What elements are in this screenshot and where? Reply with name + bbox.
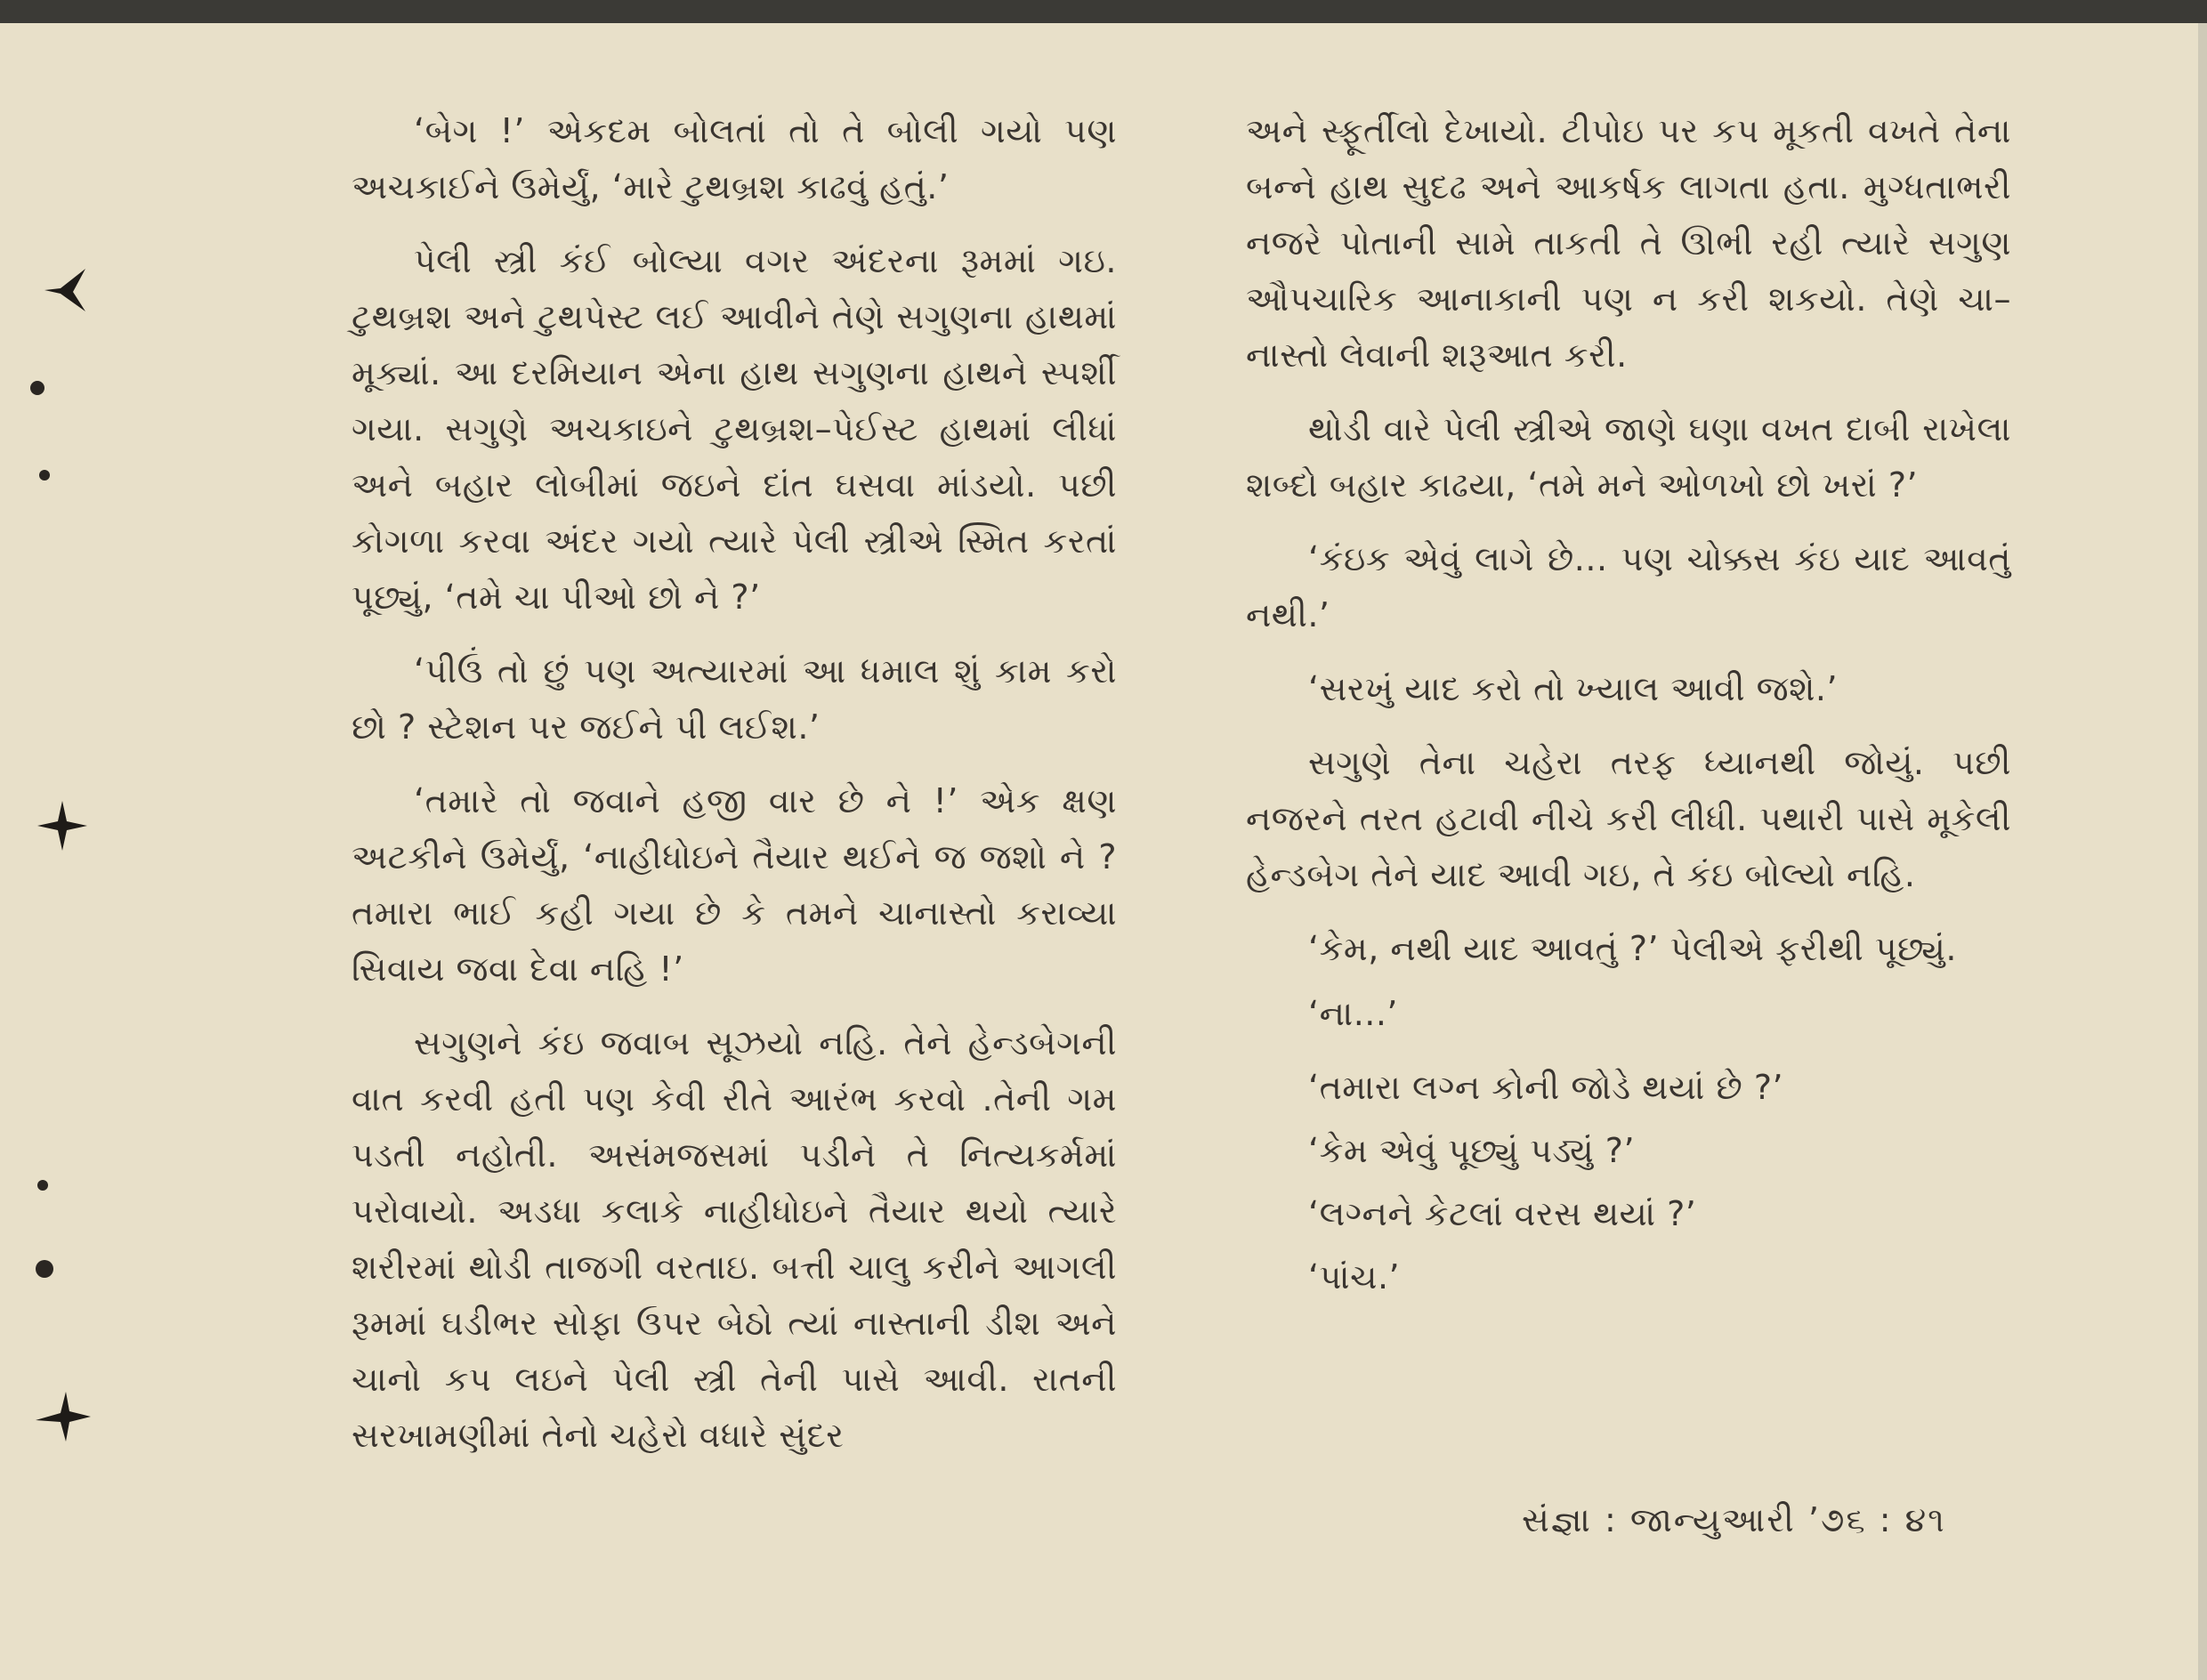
- paragraph: ‘લગ્નને કેટલાં વરસ થયાં ?’: [1308, 1194, 1697, 1233]
- dot-mark-icon: [30, 381, 44, 395]
- page-edge: [2198, 23, 2207, 1680]
- dot-mark-icon: [37, 1180, 48, 1191]
- page-footer: સંજ્ઞા : જાન્યુઆરી ’૭૬ : ૪૧: [1522, 1500, 1946, 1539]
- paragraph: સગુણે તેના ચહેરા તરફ ધ્યાનથી જોયું. પછી નજરને તરત હટાવી નીચે કરી લીધી. પથારી પાસે મૂકેલી હેન્ડબેગ તેને યાદ આવી ગઇ, તે કંઇ બોલ્યો નહિ.: [1246, 743, 2011, 894]
- dot-mark-icon: [39, 470, 50, 481]
- paragraph: ‘કેમ, નથી યાદ આવતું ?’ પેલીએ ફરીથી પૂછ્યું.: [1308, 929, 1957, 968]
- paragraph: ‘પાંચ.’: [1308, 1257, 1401, 1296]
- paragraph: ‘કેમ એવું પૂછ્યું પડ્યું ?’: [1308, 1131, 1636, 1170]
- paragraph: ‘તમારે તો જવાને હજી વાર છે ને !’ એક ક્ષણ અટકીને ઉમેર્યું, ‘નાહીધોઇને તૈયાર થઈને જ જશો ને ? તમારા ભાઈ કહી ગયા છે કે તમને ચાનાસ્તો કરાવ્યા સિવાય જવા દેવા નહિ !’: [352, 781, 1117, 989]
- paragraph: અને સ્ફૂર્તીલો દેખાયો. ટીપોઇ પર કપ મૂકતી વખતે તેના બન્ને હાથ સુદઢ અને આકર્ષક લાગતા હતા. મુગ્ધતાભરી નજરે પોતાની સામે તાકતી તે ઊભી રહી ત્યારે સગુણ ઔપચારિક આનાકાની પણ ન કરી શકયો. તેણે ચા–નાસ્તો લેવાની શરૂઆત કરી.: [1246, 111, 2011, 375]
- paragraph: થોડી વારે પેલી સ્ત્રીએ જાણે ઘણા વખત દાબી રાખેલા શબ્દો બહાર કાઢયા, ‘તમે મને ઓળખો છો ખરાં ?’: [1246, 409, 2011, 505]
- right-text-column: [1246, 103, 2011, 1323]
- star-mark-icon: [41, 265, 91, 319]
- star-mark-icon: [36, 799, 89, 856]
- paragraph: ‘ના...’: [1308, 994, 1399, 1033]
- star-mark-icon: [34, 1390, 93, 1447]
- paragraph: સગુણને કંઇ જવાબ સૂઝયો નહિ. તેને હેન્ડબેગની વાત કરવી હતી પણ કેવી રીતે આરંભ કરવો .તેની ગમ પડતી નહોતી. અસંમજસમાં પડીને તે નિત્યકર્મમાં પરોવાયો. અડધા કલાકે નાહીધોઇને તૈયાર થયો ત્યારે શરીરમાં થોડી તાજગી વરતાઇ. બત્તી ચાલુ કરીને આગલી રૂમમાં ઘડીભર સોફા ઉપર બેઠો ત્યાં નાસ્તાની ડીશ અને ચાનો કપ લઇને પેલી સ્ત્રી તેની પાસે આવી. રાતની સરખામણીમાં તેનો ચહેરો વધારે સુંદર: [352, 1023, 1117, 1455]
- dot-mark-icon: [36, 1260, 53, 1278]
- paragraph: ‘બેગ !’ એકદમ બોલતાં તો તે બોલી ગયો પણ અચકાઈને ઉમેર્યું, ‘મારે ટુથબ્રશ કાઢવું હતું.’: [352, 111, 1117, 206]
- paragraph: ‘સરખું યાદ કરો તો ખ્યાલ આવી જશે.’: [1308, 669, 1839, 708]
- paragraph: પેલી સ્ત્રી કંઈ બોલ્યા વગર અંદરના રૂમમાં ગઇ. ટુથબ્રશ અને ટુથપેસ્ટ લઈ આવીને તેણે સગુણના હાથમાં મૂક્યાં. આ દરમિયાન એના હાથ સગુણના હાથને સ્પર્શી ગયા. સગુણે અચકાઇને ટુથબ્રશ–પેઈસ્ટ હાથમાં લીધાં અને બહાર લોબીમાં જઇને દાંત ઘસવા માંડયો. પછી કોગળા કરવા અંદર ગયો ત્યારે પેલી સ્ત્રીએ સ્મિત કરતાં પૂછ્યું, ‘તમે ચા પીઓ છો ને ?’: [352, 241, 1117, 617]
- paragraph: ‘પીઉં તો છું પણ અત્યારમાં આ ધમાલ શું કામ કરો છો ? સ્ટેશન પર જઈને પી લઈશ.’: [352, 651, 1117, 747]
- left-text-column: [352, 103, 1117, 1482]
- paragraph: ‘કંઇક એવું લાગે છે... પણ ચોક્કસ કંઇ યાદ આવતું નથી.’: [1246, 539, 2011, 634]
- paragraph: ‘તમારા લગ્ન કોની જોડે થયાં છે ?’: [1308, 1068, 1784, 1107]
